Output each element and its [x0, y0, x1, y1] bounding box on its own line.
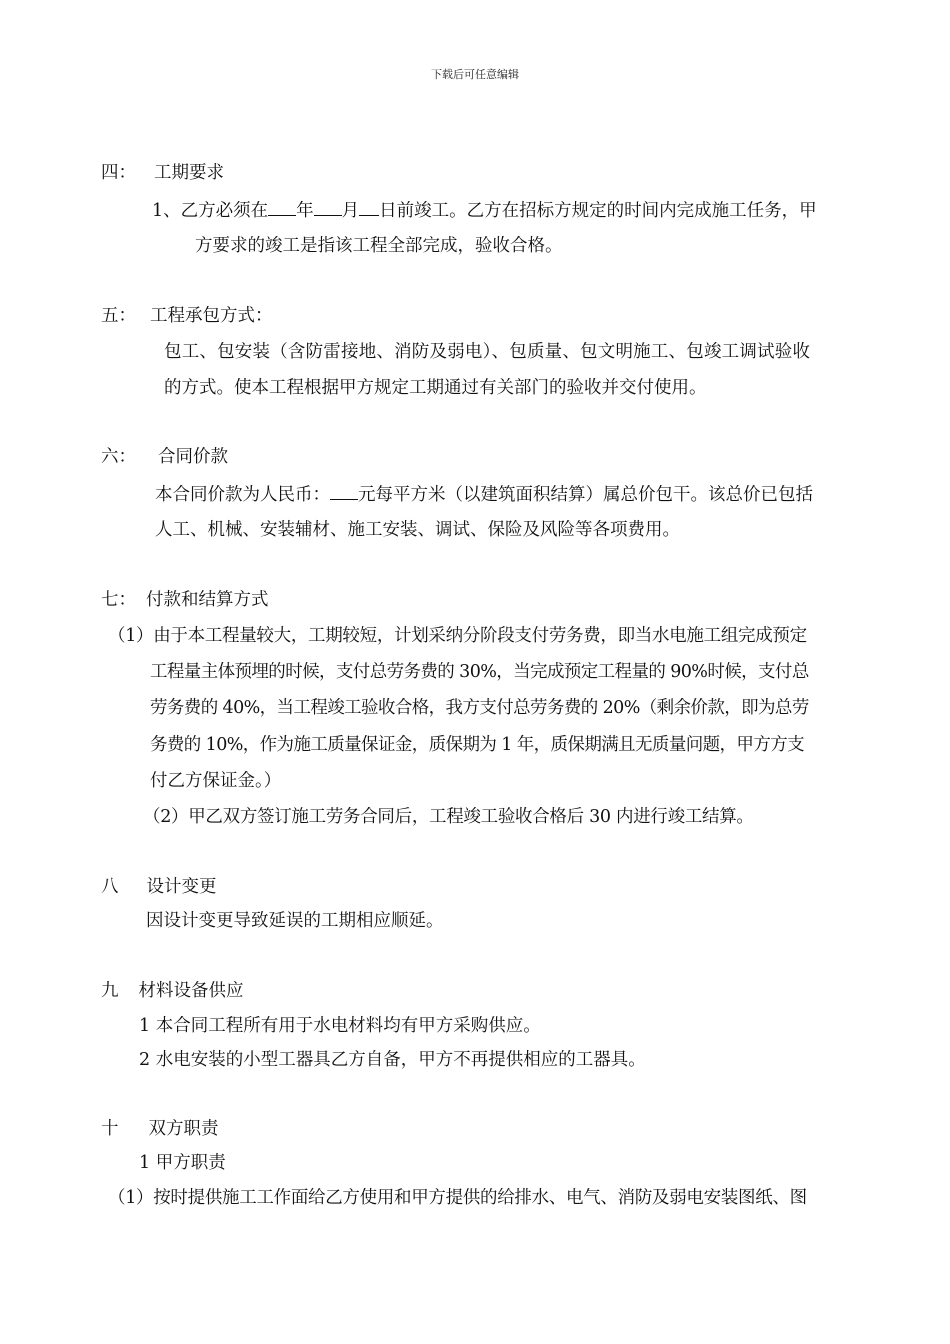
section-7-heading: [101, 589, 269, 611]
section-7-line-5: 付乙方保证金。）: [150, 771, 282, 791]
section-6-label: 六：: [101, 447, 136, 467]
section-8-line-1: 因设计变更导致延误的工期相应顺延。: [146, 911, 444, 931]
section-7-line-4: 务费的 10%，作为施工质量保证金，质保期为 1 年，质保期满且无质量问题，甲方方支: [150, 735, 805, 755]
section-9-heading: [101, 980, 244, 1002]
section-10-title: 双方职责: [148, 1119, 219, 1139]
section-4-heading: [101, 162, 224, 184]
page-header: 下载后可任意编辑: [431, 68, 519, 81]
section-6-title: 合同价款: [158, 447, 228, 467]
section-8-heading: [101, 876, 217, 898]
section-10-label: 十: [101, 1119, 119, 1139]
section-7-label: 七：: [101, 590, 136, 610]
section-5-line-2: 的方式。使本工程根据甲方规定工期通过有关部门的验收并交付使用。: [164, 378, 707, 398]
section-5-line-1: 包工、包安装（含防雷接地、消防及弱电）、包质量、包文明施工、包竣工调试验收: [164, 342, 811, 362]
section-8-label: 八: [101, 877, 119, 897]
blank-month[interactable]: [314, 199, 342, 216]
section-6-heading: [101, 446, 228, 468]
section-10-line-2: （1）按时提供施工工作面给乙方使用和甲方提供的给排水、电气、消防及弱电安装图纸、图: [108, 1188, 807, 1208]
section-9-title: 材料设备供应: [138, 981, 244, 1001]
section-6-line-2: 人工、机械、安装辅材、施工安装、调试、保险及风险等各项费用。: [155, 520, 680, 540]
blank-year[interactable]: [268, 199, 296, 216]
section-4-line-1: 1、乙方必须在 年 月 日前竣工。乙方在招标方规定的时间内完成施工任务，甲: [152, 201, 817, 221]
section-9-label: 九: [101, 981, 119, 1001]
section-7-line-3: 劳务费的 40%，当工程竣工验收合格，我方支付总劳务费的 20%（剩余价款，即为总劳: [150, 698, 809, 718]
section-6-line-1: 本合同价款为人民币： 元每平方米（以建筑面积结算）属总价包干。该总价已包括: [155, 485, 813, 505]
section-7-line-6: （2）甲乙双方签订施工劳务合同后，工程竣工验收合格后 30 内进行竣工结算。: [143, 807, 754, 827]
blank-day[interactable]: [359, 199, 379, 216]
section-4-label: 四：: [101, 163, 136, 183]
section-8-title: 设计变更: [146, 877, 217, 897]
blank-price[interactable]: [330, 483, 358, 500]
section-4-line-2: 方要求的竣工是指该工程全部完成，验收合格。: [195, 236, 563, 256]
section-7-line-1: （1）由于本工程量较大，工期较短，计划采纳分阶段支付劳务费，即当水电施工组完成预定: [108, 626, 807, 646]
section-5-label: 五：: [101, 306, 136, 326]
section-4-title: 工期要求: [154, 163, 224, 183]
section-7-title: 付款和结算方式: [146, 590, 269, 610]
section-9-line-2: 2 水电安装的小型工器具乙方自备，甲方不再提供相应的工器具。: [139, 1050, 646, 1070]
section-7-line-2: 工程量主体预埋的时候，支付总劳务费的 30%，当完成预定工程量的 90%时候，支付总: [150, 662, 809, 682]
section-10-line-1: 1 甲方职责: [139, 1153, 226, 1173]
section-5-title: 工程承包方式：: [150, 306, 273, 326]
section-9-line-1: 1 本合同工程所有用于水电材料均有甲方采购供应。: [139, 1016, 541, 1036]
section-5-heading: [101, 305, 273, 327]
section-10-heading: [101, 1118, 219, 1140]
